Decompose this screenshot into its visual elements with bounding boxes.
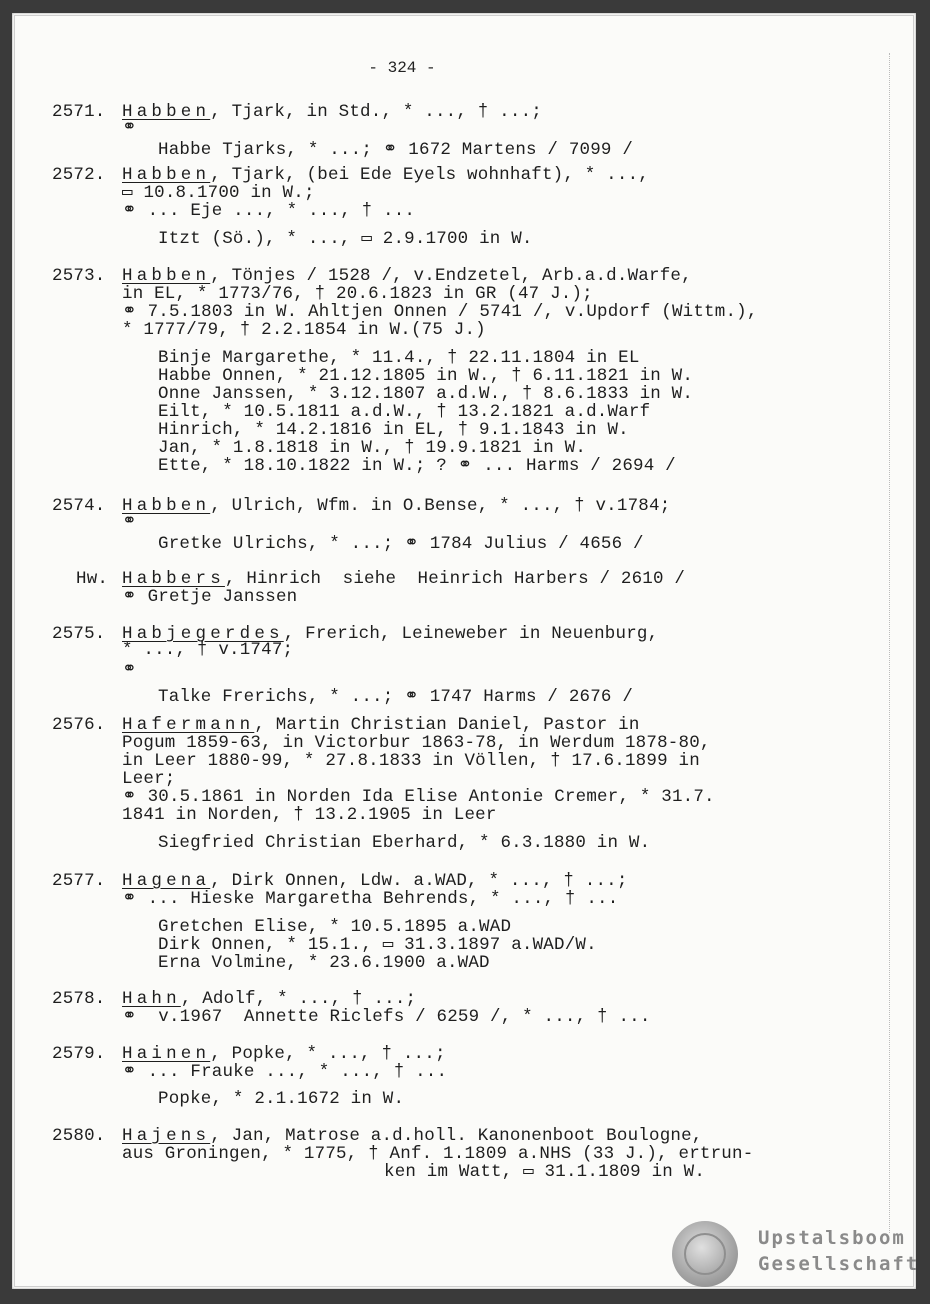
- entry-head: Habben, Tjark, in Std., * ..., † ...;: [122, 102, 542, 122]
- surname: Hagena: [122, 871, 211, 891]
- page-number: - 324 -: [368, 59, 436, 77]
- entry-line: * ..., † v.1747;: [122, 640, 294, 660]
- entry-line: ken im Watt, ▭ 31.1.1809 in W.: [384, 1162, 706, 1182]
- marriage-line: ⚭ Gretje Janssen: [122, 587, 298, 607]
- entry-number: Hw.: [76, 569, 109, 589]
- entry-number: 2576.: [52, 715, 106, 735]
- entry-head: Habbers, Hinrich siehe Heinrich Harbers / 2610 /: [122, 569, 686, 589]
- scan-edge: [888, 53, 890, 1233]
- surname: Hajens: [122, 1126, 211, 1146]
- entry-number: 2580.: [52, 1126, 106, 1146]
- entry-line: Pogum 1859-63, in Victorbur 1863-78, in Werdum 1878-80,: [122, 733, 711, 753]
- entry-head: Hajens, Jan, Matrose a.d.holl. Kanonenboot Boulogne,: [122, 1126, 703, 1146]
- marriage-line: ⚭ ... Eje ..., * ..., † ...: [122, 201, 416, 221]
- child-line: Popke, * 2.1.1672 in W.: [158, 1089, 405, 1109]
- entry-number: 2574.: [52, 496, 106, 516]
- marriage-line: ⚭ 30.5.1861 in Norden Ida Elise Antonie Cremer, * 31.7.: [122, 787, 715, 807]
- surname: Habben: [122, 496, 211, 516]
- surname: Habjegerdes: [122, 624, 284, 644]
- child-line: Gretchen Elise, * 10.5.1895 a.WAD: [158, 917, 512, 937]
- upstalsboom-logo: [672, 1221, 920, 1291]
- marriage-line: ⚭: [122, 660, 137, 680]
- surname: Habben: [122, 165, 211, 185]
- entry-number: 2573.: [52, 266, 106, 286]
- child-line: Ette, * 18.10.1822 in W.; ? ⚭ ... Harms / 2694 /: [158, 456, 676, 476]
- entry-head: Habjegerdes, Frerich, Leineweber in Neuenburg,: [122, 624, 659, 644]
- child-line: Binje Margarethe, * 11.4., † 22.11.1804 in EL: [158, 348, 640, 368]
- entry-number: 2575.: [52, 624, 106, 644]
- entry-line: in Leer 1880-99, * 27.8.1833 in Völlen, † 17.6.1899 in: [122, 751, 700, 771]
- entry-number: 2577.: [52, 871, 106, 891]
- marriage-line: ⚭ ... Frauke ..., * ..., † ...: [122, 1062, 448, 1082]
- entry-line: Leer;: [122, 769, 176, 789]
- child-line: Onne Janssen, * 3.12.1807 a.d.W., † 8.6.1833 in W.: [158, 384, 694, 404]
- surname: Habben: [122, 102, 211, 122]
- child-line: Talke Frerichs, * ...; ⚭ 1747 Harms / 2676 /: [158, 687, 634, 707]
- surname: Hainen: [122, 1044, 211, 1064]
- child-line: Siegfried Christian Eberhard, * 6.3.1880 in W.: [158, 833, 651, 853]
- entry-head: Habben, Tjark, (bei Ede Eyels wohnhaft), * ...,: [122, 165, 649, 185]
- entry-number: 2571.: [52, 102, 106, 122]
- surname: Habben: [122, 266, 211, 286]
- entry-head: Hainen, Popke, * ..., † ...;: [122, 1044, 446, 1064]
- marriage-line: ⚭: [122, 512, 137, 532]
- marriage-line: ⚭ ... Hieske Margaretha Behrends, * ..., † ...: [122, 889, 619, 909]
- surname: Hahn: [122, 989, 181, 1009]
- entry-head: Habben, Tönjes / 1528 /, v.Endzetel, Arb.a.d.Warfe,: [122, 266, 692, 286]
- child-line: Gretke Ulrichs, * ...; ⚭ 1784 Julius / 4656 /: [158, 534, 644, 554]
- marriage-line: ⚭: [122, 118, 137, 138]
- child-line: Itzt (Sö.), * ..., ▭ 2.9.1700 in W.: [158, 229, 533, 249]
- entry-number: 2572.: [52, 165, 106, 185]
- marriage-line: ⚭ 7.5.1803 in W. Ahltjen Onnen / 5741 /, v.Updorf (Wittm.),: [122, 302, 758, 322]
- entry-line: ▭ 10.8.1700 in W.;: [122, 183, 315, 203]
- entry-head: Hahn, Adolf, * ..., † ...;: [122, 989, 417, 1009]
- entry-head: Hagena, Dirk Onnen, Ldw. a.WAD, * ..., † ...;: [122, 871, 628, 891]
- child-line: Habbe Onnen, * 21.12.1805 in W., † 6.11.1821 in W.: [158, 366, 694, 386]
- entry-line: * 1777/79, † 2.2.1854 in W.(75 J.): [122, 320, 486, 340]
- logo-text-line1: Upstalsboom: [758, 1227, 906, 1249]
- logo-text-line2: Gesellschaft: [758, 1253, 920, 1275]
- entry-line: aus Groningen, * 1775, † Anf. 1.1809 a.NHS (33 J.), ertrun-: [122, 1144, 754, 1164]
- child-line: Erna Volmine, * 23.6.1900 a.WAD: [158, 953, 490, 973]
- entry-number: 2579.: [52, 1044, 106, 1064]
- child-line: Jan, * 1.8.1818 in W., † 19.9.1821 in W.: [158, 438, 587, 458]
- entry-number: 2578.: [52, 989, 106, 1009]
- entry-line: in EL, * 1773/76, † 20.6.1823 in GR (47 J.);: [122, 284, 593, 304]
- child-line: Habbe Tjarks, * ...; ⚭ 1672 Martens / 7099 /: [158, 140, 634, 160]
- document-page: [12, 13, 920, 1289]
- child-line: Dirk Onnen, * 15.1., ▭ 31.3.1897 a.WAD/W.: [158, 935, 597, 955]
- surname: Habbers: [122, 569, 225, 589]
- child-line: Eilt, * 10.5.1811 a.d.W., † 13.2.1821 a.d.Warf: [158, 402, 651, 422]
- seal-icon: [672, 1221, 738, 1287]
- entry-head: Hafermann, Martin Christian Daniel, Pastor in: [122, 715, 640, 735]
- surname: Hafermann: [122, 715, 255, 735]
- entry-head: Habben, Ulrich, Wfm. in O.Bense, * ..., † v.1784;: [122, 496, 671, 516]
- marriage-line: ⚭ v.1967 Annette Riclefs / 6259 /, * ..., † ...: [122, 1007, 651, 1027]
- entry-line: 1841 in Norden, † 13.2.1905 in Leer: [122, 805, 497, 825]
- child-line: Hinrich, * 14.2.1816 in EL, † 9.1.1843 in W.: [158, 420, 629, 440]
